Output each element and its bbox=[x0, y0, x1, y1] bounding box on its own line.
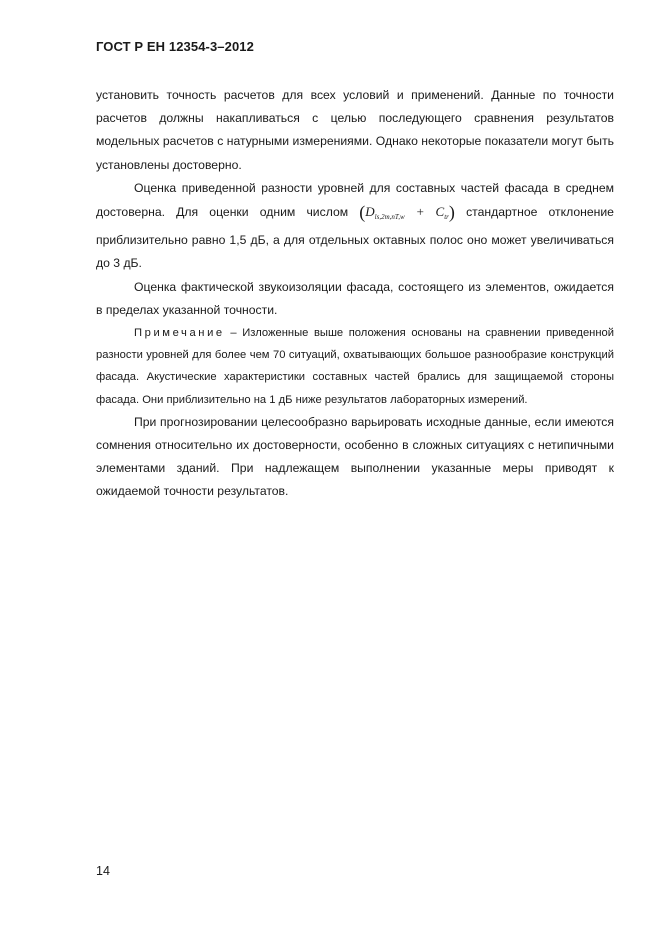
note-paragraph bbox=[96, 322, 614, 411]
paragraph-2-end: стандартное отклонение приблизительно равно 1,5 дБ, а для отдельных октавных полос оно может увеличиваться до 3 дБ. bbox=[96, 205, 614, 271]
paragraph-3: Оценка фактической звукоизоляции фасада, состоящего из элементов, ожидается в пределах указанной точности. bbox=[96, 279, 614, 317]
page-body bbox=[96, 84, 614, 504]
note-label: Примечание bbox=[134, 327, 225, 340]
page-number: 14 bbox=[96, 864, 110, 878]
paragraph-2-start: Оценка приведенной разности уровней для составных частей фасада в среднем достоверна. Для оценки одним числом bbox=[96, 180, 614, 220]
paragraph-2 bbox=[96, 177, 614, 276]
note-text: – Изложенные выше положения основаны на сравнении приведенной разности уровней для более чем 70 ситуаций, охватывающих большое разнообразие конструкций фасада. Акустические характеристики составных частей брались для защищаемой стороны фасада. Они приблизительно на 1 дБ ниже результатов лабораторных измерений. bbox=[96, 327, 615, 406]
document-header: ГОСТ Р ЕН 12354-3–2012 bbox=[96, 39, 254, 54]
paragraph-4: При прогнозировании целесообразно варьировать исходные данные, если имеются сомнения относительно их достоверности, особенно в сложных ситуациях с нетипичными элементами зданий. При надлежащем выполнении указанные меры приводят к ожидаемой точности результатов. bbox=[96, 414, 614, 499]
single-number-formula: $(D_{ls,2m,nT,w} + C_{tr})$ bbox=[359, 202, 455, 223]
paragraph-1: установить точность расчетов для всех условий и применений. Данные по точности расчетов должны накапливаться с целью последующего сравнения результатов модельных расчетов с натурными измерениями. Однако некоторые показатели могут быть установлены достоверно. bbox=[96, 88, 614, 172]
